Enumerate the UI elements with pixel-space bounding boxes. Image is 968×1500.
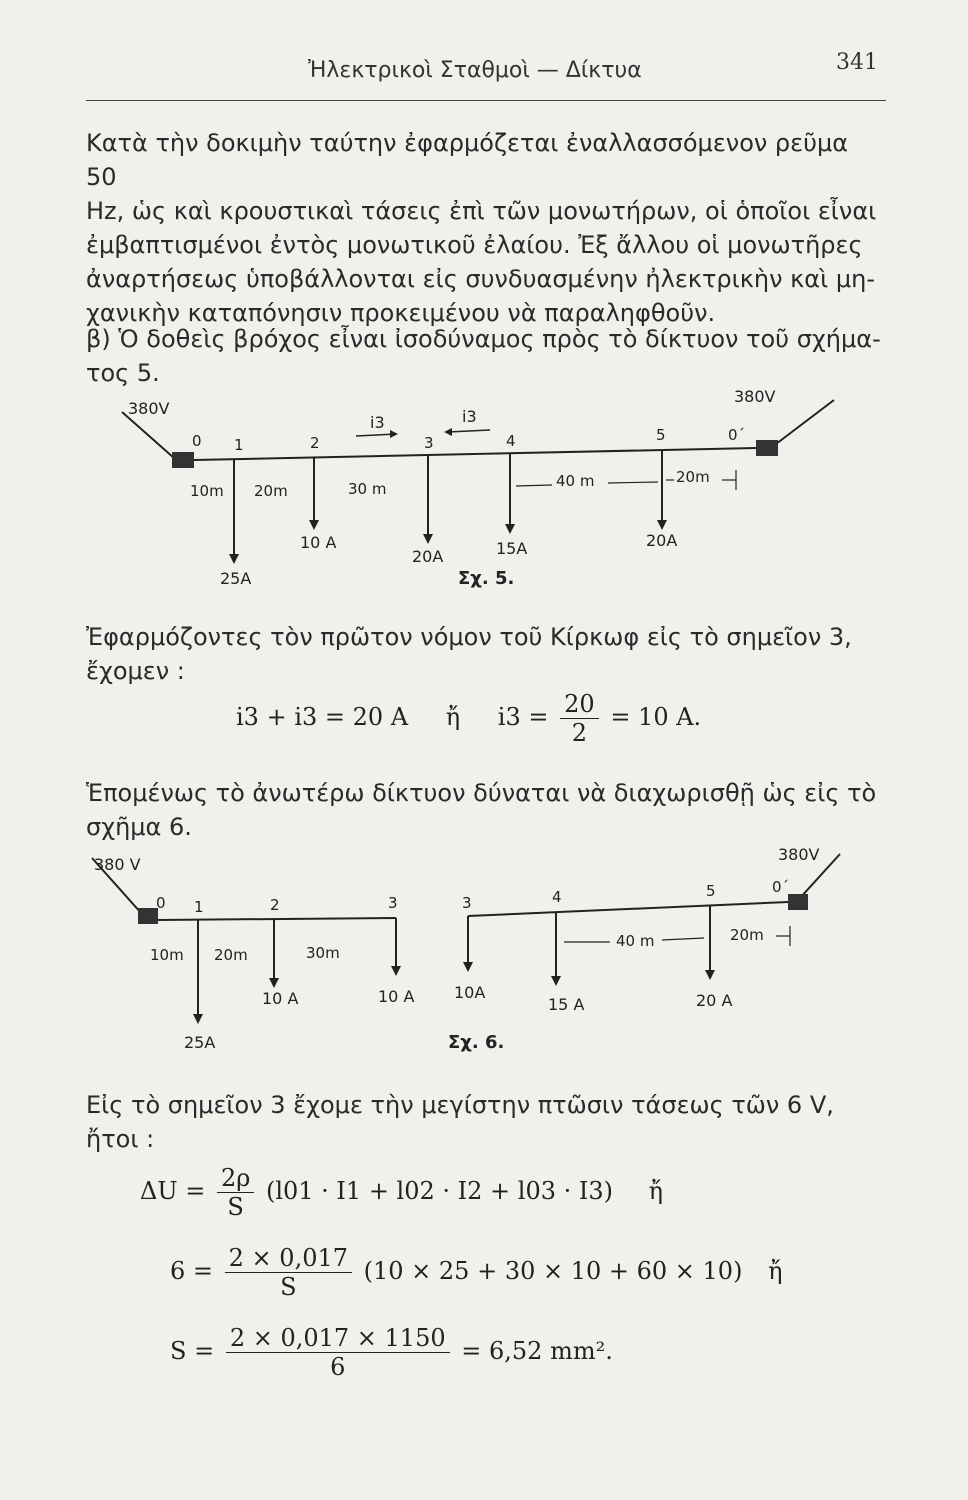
- source-left: [172, 452, 194, 468]
- current-label: i3: [462, 407, 477, 426]
- eq2-numerator: 2ρ: [217, 1164, 254, 1193]
- distance-label: 20m: [676, 468, 710, 486]
- text-line: χανικὴν καταπόνησιν προκειμένου νὰ παραληφθοῦν.: [86, 299, 716, 327]
- load-label: 10 A: [262, 989, 299, 1008]
- eq3-or: ἤ: [768, 1257, 783, 1285]
- node-label: 0΄: [772, 878, 790, 896]
- text-line: Hz, ὡς καὶ κρουστικαὶ τάσεις ἐπὶ τῶν μονωτήρων, οἱ ὁποῖοι εἶναι: [86, 197, 877, 225]
- node-label: 3: [462, 894, 472, 912]
- eq2-denominator: S: [227, 1193, 244, 1221]
- equation-voltage-drop: [140, 1164, 663, 1221]
- node-label: 0: [192, 432, 202, 450]
- eq4-fraction: [226, 1324, 450, 1381]
- text-line: ἤτοι :: [86, 1125, 155, 1153]
- load-label: 10 A: [300, 533, 337, 552]
- text-line: ἀναρτήσεως ὑποβάλλονται εἰς συνδυασμένην ἠλεκτρικὴν καὶ μη-: [86, 265, 875, 293]
- node-label: 5: [706, 882, 716, 900]
- text-line: Ἐφαρμόζοντες τὸν πρῶτον νόμον τοῦ Κίρκωφ εἰς τὸ σημεῖον 3,: [86, 623, 852, 651]
- text-line: σχῆμα 6.: [86, 813, 192, 841]
- load-label: 10A: [454, 983, 486, 1002]
- equation-substitution: [170, 1244, 782, 1301]
- voltage-left-label: 380V: [128, 399, 170, 418]
- figure-6-diagram: [86, 848, 886, 1058]
- eq1-numerator: 20: [560, 690, 599, 719]
- source-left: [138, 908, 158, 924]
- voltage-left-label: 380 V: [94, 855, 141, 874]
- eq3-numerator: 2 × 0,017: [225, 1244, 352, 1273]
- distance-label: 30 m: [348, 480, 387, 498]
- node-label: 3: [388, 894, 398, 912]
- eq1-i3: i3 =: [497, 703, 549, 731]
- eq2-or: ἤ: [648, 1177, 664, 1205]
- current-arrow: [448, 430, 490, 432]
- node-label: 4: [506, 432, 516, 450]
- header-title: Ἠλεκτρικοὶ Σταθμοὶ — Δίκτυα: [308, 58, 642, 83]
- feeder-left-line: [122, 412, 174, 458]
- paragraph-1: [86, 126, 886, 330]
- distance-label: 20m: [214, 946, 248, 964]
- eq4-rhs: = 6,52 mm².: [461, 1337, 613, 1365]
- node-label: 2: [310, 434, 320, 452]
- load-label: 20A: [412, 547, 444, 566]
- eq4-lhs: S =: [170, 1337, 215, 1365]
- node-label: 1: [234, 436, 244, 454]
- eq1-fraction: [560, 690, 599, 747]
- feeder-right-line: [776, 400, 834, 444]
- page-number: 341: [836, 50, 878, 75]
- distance-label: 20m: [254, 482, 288, 500]
- paragraph-3: [86, 620, 886, 688]
- load-label: 15 A: [548, 995, 585, 1014]
- eq3-lhs: 6 =: [170, 1257, 214, 1285]
- figure-5-diagram: [86, 388, 886, 598]
- paragraph-5: [86, 1088, 886, 1156]
- eq4-denominator: 6: [330, 1353, 346, 1381]
- equation-kirchhoff: [236, 690, 701, 747]
- text-line: Κατὰ τὴν δοκιμὴν ταύτην ἐφαρμόζεται ἐναλλασσόμενον ρεῦμα 50: [86, 129, 849, 191]
- node-label: 4: [552, 888, 562, 906]
- distance-label: 20m: [730, 926, 764, 944]
- text-line: β) Ὁ δοθεὶς βρόχος εἶναι ἰσοδύναμος πρὸς τὸ δίκτυον τοῦ σχήμα-: [86, 325, 881, 353]
- eq4-numerator: 2 × 0,017 × 1150: [226, 1324, 450, 1353]
- eq3-denominator: S: [280, 1273, 297, 1301]
- text-line: ἐμβαπτισμένοι ἐντὸς μονωτικοῦ ἐλαίου. Ἐξ ἄλλου οἱ μονωτῆρες: [86, 231, 863, 259]
- paragraph-4: [86, 776, 886, 844]
- load-label: 20A: [646, 531, 678, 550]
- node-label: 0: [156, 894, 166, 912]
- eq1-rhs: = 10 A.: [610, 703, 702, 731]
- eq3-fraction: [225, 1244, 352, 1301]
- distance-label: 10m: [150, 946, 184, 964]
- distance-label: 30m: [306, 944, 340, 962]
- paragraph-2: [86, 322, 886, 390]
- node-label: 2: [270, 896, 280, 914]
- node-label: 0΄: [728, 426, 746, 444]
- current-label: i3: [370, 413, 385, 432]
- equation-section-result: [170, 1324, 613, 1381]
- node-label: 5: [656, 426, 666, 444]
- distance-label: 40 m: [616, 932, 655, 950]
- node-label: 3: [424, 434, 434, 452]
- source-right: [788, 894, 808, 910]
- text-line: Εἰς τὸ σημεῖον 3 ἔχομε τὴν μεγίστην πτῶσιν τάσεως τῶν 6 V,: [86, 1091, 834, 1119]
- load-label: 15A: [496, 539, 528, 558]
- voltage-right-label: 380V: [778, 848, 820, 864]
- load-label: 10 A: [378, 987, 415, 1006]
- load-label: 25A: [220, 569, 252, 588]
- source-right: [756, 440, 778, 456]
- eq1-denominator: 2: [571, 719, 588, 747]
- text-line: Ἑπομένως τὸ ἀνωτέρω δίκτυον δύναται νὰ διαχωρισθῇ ὡς εἰς τὸ: [86, 779, 877, 807]
- load-label: 25A: [184, 1033, 216, 1052]
- text-line: ἔχομεν :: [86, 657, 185, 685]
- main-line: [194, 448, 756, 460]
- arrowhead: [444, 428, 452, 436]
- eq1-or: ἤ: [445, 703, 461, 731]
- node-label: 1: [194, 898, 204, 916]
- eq2-fraction: [217, 1164, 254, 1221]
- distance-label: 40 m: [556, 472, 595, 490]
- figure-5-caption: Σχ. 5.: [458, 568, 515, 589]
- arrowhead: [390, 430, 398, 438]
- eq3-rhs: (10 × 25 + 30 × 10 + 60 × 10): [363, 1257, 743, 1285]
- distance-label: 10m: [190, 482, 224, 500]
- eq2-rhs: (l01 · I1 + l02 · I2 + l03 · I3): [265, 1177, 613, 1205]
- load-label: 20 A: [696, 991, 733, 1010]
- text-line: τος 5.: [86, 359, 160, 387]
- eq1-lhs: i3 + i3 = 20 A: [236, 703, 409, 731]
- voltage-right-label: 380V: [734, 388, 776, 406]
- eq2-lhs: ΔU =: [140, 1177, 206, 1205]
- running-header: [86, 40, 886, 101]
- figure-6-caption: Σχ. 6.: [448, 1032, 505, 1053]
